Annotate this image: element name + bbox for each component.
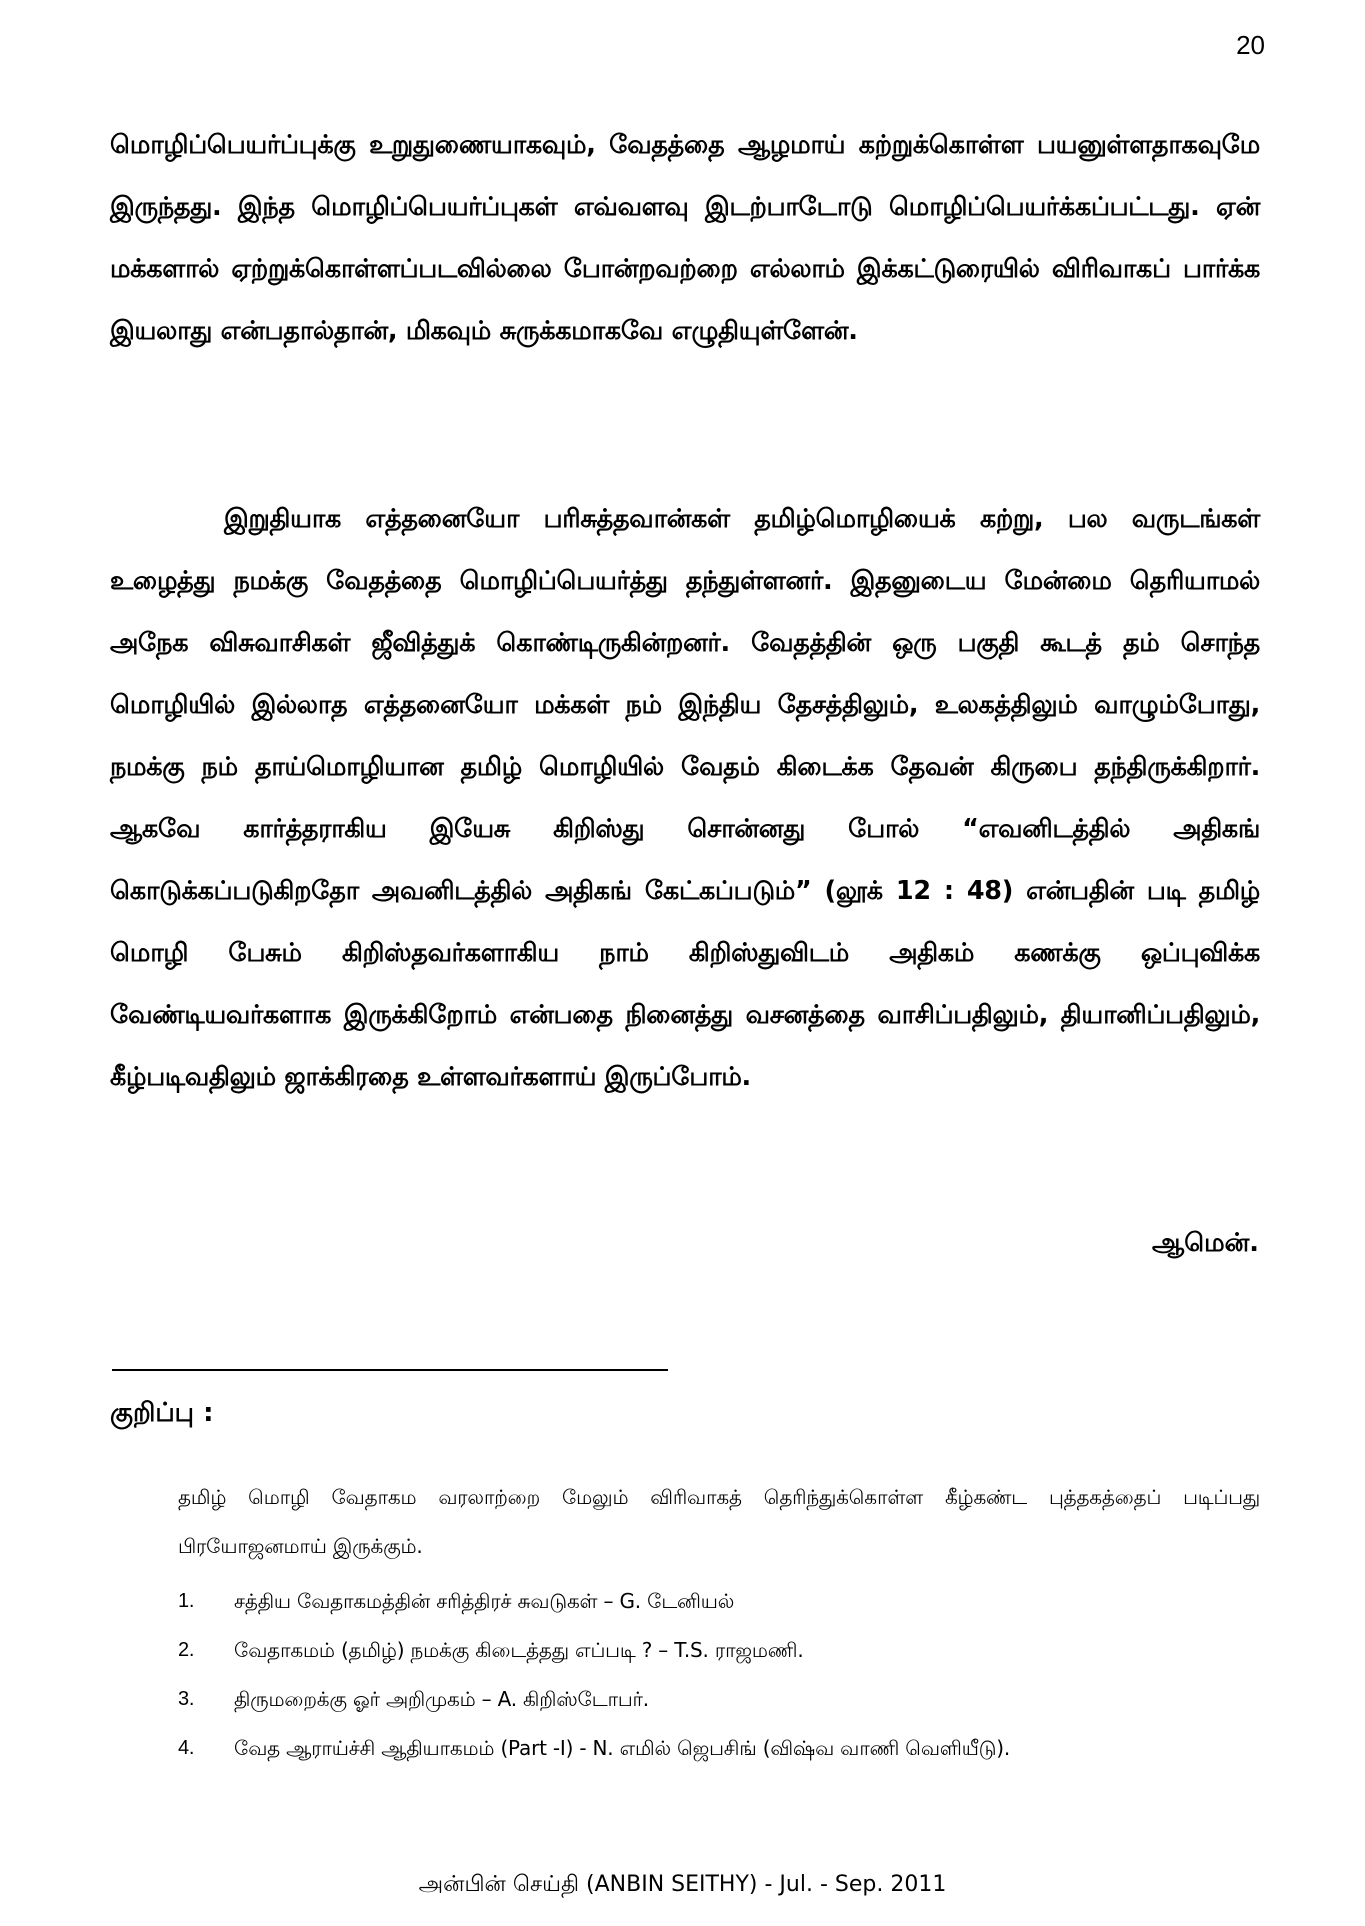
body-paragraph-2: இறுதியாக எத்தனையோ பரிசுத்தவான்கள் தமிழ்மொழியைக் கற்று, பல வருடங்கள் உழைத்து நமக்கு வேதத்தை மொழிப்பெயர்த்து தந்துள்ளனர். இதனுடைய மேன்மை தெரியாமல் அநேக விசுவாசிகள் ஜீவித்துக் கொண்டிருகின்றனர். வேதத்தின் ஒரு பகுதி கூடத் தம் சொந்த மொழியில் இல்லாத எத்தனையோ மக்கள் நம் இந்திய தேசத்திலும், உலகத்திலும் வாழும்போது, நமக்கு நம் தாய்மொழியான தமிழ் மொழியில் வேதம் கிடைக்க தேவன் கிருபை தந்திருக்கிறார். ஆகவே கார்த்தராகிய இயேசு கிறிஸ்து சொன்னது போல் “எவனிடத்தில் அதிகங் கொடுக்கப்படுகிறதோ அவனிடத்தில் அதிகங் கேட்கப்படும்” (லூக் 12 : 48) என்பதின் படி தமிழ் மொழி பேசும் கிறிஸ்தவர்களாகிய நாம் கிறிஸ்துவிடம் அதிகம் கணக்கு ஒப்புவிக்க வேண்டியவர்களாக இருக்கிறோம் என்பதை நினைத்து வசனத்தை வாசிப்பதிலும், தியானிப்பதிலும், கீழ்படிவதிலும் ஜாக்கிரதை உள்ளவர்களாய் இருப்போம். xyxy=(110,504,1260,1092)
list-item-text: வேத ஆராய்ச்சி ஆதியாகமம் (Part -I) - N. எமில் ஜெபசிங் (விஷ்வ வாணி வெளியீடு). xyxy=(234,1736,1011,1760)
list-item-number: 2. xyxy=(178,1639,195,1661)
page-number: 20 xyxy=(1236,30,1265,60)
body-paragraph-1: மொழிப்பெயர்ப்புக்கு உறுதுணையாகவும், வேதத்தை ஆழமாய் கற்றுக்கொள்ள பயனுள்ளதாகவுமே இருந்தது. இந்த மொழிப்பெயர்ப்புகள் எவ்வளவு இடற்பாடோடு மொழிப்பெயர்க்கப்பட்டது. ஏன் மக்களால் ஏற்றுக்கொள்ளப்படவில்லை போன்றவற்றை எல்லாம் இக்கட்டுரையில் விரிவாகப் பார்க்க இயலாது என்பதால்தான், மிகவும் சுருக்கமாகவே எழுதியுள்ளேன். xyxy=(110,130,1260,346)
list-item-number: 1. xyxy=(178,1590,195,1612)
list-item-text: சத்திய வேதாகமத்தின் சரித்திரச் சுவடுகள் – G. டேனியல் xyxy=(234,1589,735,1613)
book-list xyxy=(178,1577,1258,1773)
list-item xyxy=(178,1626,1258,1675)
list-item xyxy=(178,1724,1258,1773)
list-item-text: வேதாகமம் (தமிழ்) நமக்கு கிடைத்தது எப்படி ? – T.S. ராஜமணி. xyxy=(234,1638,804,1662)
list-item-text: திருமறைக்கு ஓர் அறிமுகம் – A. கிறிஸ்டோபர். xyxy=(234,1687,649,1711)
list-item-number: 3. xyxy=(178,1688,195,1710)
note-intro: தமிழ் மொழி வேதாகம வரலாற்றை மேலும் விரிவாகத் தெரிந்துக்கொள்ள கீழ்கண்ட புத்தகத்தைப் படிப்பது பிரயோஜனமாய் இருக்கும். xyxy=(178,1485,1260,1558)
list-item-number: 4. xyxy=(178,1737,195,1759)
list-item xyxy=(178,1577,1258,1626)
footnote-divider xyxy=(112,1369,668,1371)
note-heading: குறிப்பு : xyxy=(110,1398,214,1428)
closing-amen: ஆமென். xyxy=(1151,1228,1259,1258)
page-footer: அன்பின் செய்தி (ANBIN SEITHY) - Jul. - Sep. 2011 xyxy=(418,1872,947,1897)
list-item xyxy=(178,1675,1258,1724)
